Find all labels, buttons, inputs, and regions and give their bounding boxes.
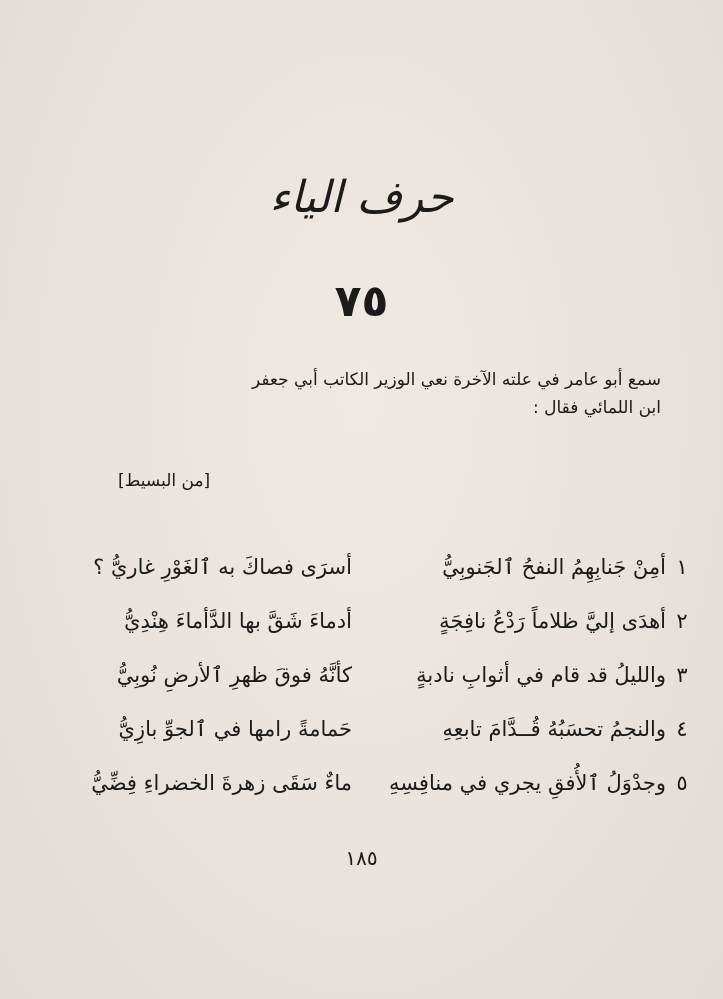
intro-line-2: ابن اللمائي فقال : bbox=[532, 398, 661, 418]
verse-row bbox=[52, 702, 692, 756]
verse-number: ٣ bbox=[676, 663, 688, 687]
chapter-title: حرف الياء bbox=[269, 172, 454, 223]
verse-first-hemistich: والنجمُ تحسَبُهُ قُــدَّامَ تابعِهِ bbox=[442, 717, 666, 741]
verse-number: ٢ bbox=[676, 609, 688, 633]
verse-number: ١ bbox=[676, 555, 688, 579]
verse-row bbox=[52, 648, 692, 702]
verse-second-hemistich: أسرَى فصاكَ به ٱلغَوْرِ غاريُّ ؟ bbox=[93, 555, 352, 579]
verse-row bbox=[52, 756, 692, 810]
verse-number: ٥ bbox=[676, 771, 688, 795]
verse-first-hemistich: أمِنْ جَنابِهِمُ النفحُ ٱلجَنوبِيُّ bbox=[442, 555, 666, 579]
intro-line-1: سمع أبو عامر في علته الآخرة نعي الوزير الكاتب أبي جعفر bbox=[251, 370, 661, 390]
verse-second-hemistich: أدماءَ شَقَّ بها الدَّأماءَ هِنْدِيُّ bbox=[124, 609, 352, 633]
verse-number: ٤ bbox=[676, 717, 688, 741]
verse-row bbox=[52, 594, 692, 648]
verse-second-hemistich: كأنَّهُ فوقَ ظهرِ ٱلأرضِ نُوبِيُّ bbox=[116, 663, 352, 687]
verse-first-hemistich: والليلُ قد قام في أثوابِ نادبةٍ bbox=[416, 663, 666, 687]
verses bbox=[52, 540, 692, 810]
intro-paragraph bbox=[61, 366, 661, 422]
poem-number: ٧٥ bbox=[334, 276, 389, 327]
verse-second-hemistich: ماءٌ سَقَى زهرةَ الخضراءِ فِضِّيُّ bbox=[91, 771, 352, 795]
verse-first-hemistich: وجدْوَلُ ٱلأُفقِ يجري في منافِسِهِ bbox=[388, 771, 666, 795]
verse-first-hemistich: أهدَى إليَّ ظلاماً رَدْعُ نافِجَةٍ bbox=[439, 609, 666, 633]
page-number: ١٨٥ bbox=[345, 846, 378, 870]
meter-label: [من البسيط] bbox=[118, 471, 211, 491]
verse-second-hemistich: حَمامةً رامها في ٱلجوِّ بازِيُّ bbox=[118, 717, 352, 741]
verse-row bbox=[52, 540, 692, 594]
